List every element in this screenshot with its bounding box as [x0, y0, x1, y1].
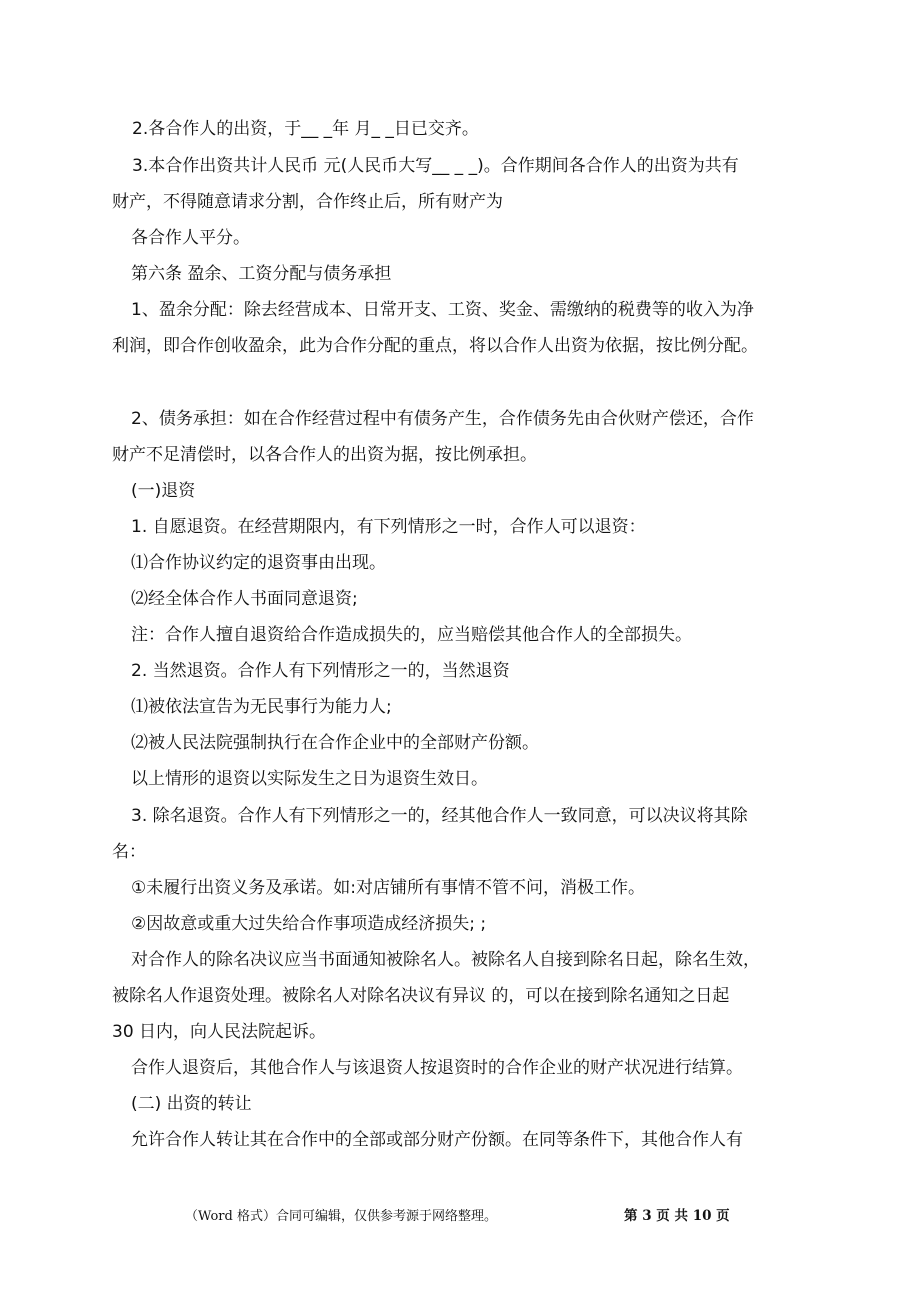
body-line: 2、债务承担：如在合作经营过程中有债务产生，合作债务先由合伙财产偿还，合作	[131, 409, 754, 429]
body-line: 30 日内，向人民法院起诉。	[112, 1022, 327, 1042]
body-line: 3. 除名退资。合作人有下列情形之一的，经其他合作人一致同意，可以决议将其除	[131, 806, 748, 826]
body-line: ⑵被人民法院强制执行在合作企业中的全部财产份额。	[131, 733, 539, 753]
body-line: 财产，不得随意请求分割，合作终止后，所有财产为	[112, 192, 503, 212]
body-line: 允许合作人转让其在合作中的全部或部分财产份额。在同等条件下，其他合作人有	[131, 1130, 743, 1150]
body-line: 2. 当然退资。合作人有下列情形之一的，当然退资	[131, 661, 510, 681]
body-line: 3.本合作出资共计人民币 元(人民币大写__ _ _)。合作期间各合作人的出资为共有	[132, 156, 739, 176]
body-line: 各合作人平分。	[131, 228, 250, 248]
subsection-heading: (一)退资	[131, 481, 196, 501]
body-line: 1、盈余分配：除去经营成本、日常开支、工资、奖金、需缴纳的税费等的收入为净	[131, 300, 754, 320]
body-line: 被除名人作退资处理。被除名人对除名决议有异议 的，可以在接到除名通知之日起	[112, 986, 730, 1006]
section-heading: 第六条 盈余、工资分配与债务承担	[131, 264, 392, 284]
body-line: 财产不足清偿时，以各合作人的出资为据，按比例承担。	[112, 445, 537, 465]
page-number: 第 3 页 共 10 页	[624, 1208, 730, 1224]
body-line: ②因故意或重大过失给合作事项造成经济损失; ;	[131, 914, 487, 934]
body-line: 对合作人的除名决议应当书面通知被除名人。被除名人自接到除名日起，除名生效，	[131, 950, 760, 970]
body-line: ⑴被依法宣告为无民事行为能力人;	[131, 697, 392, 717]
body-line: 以上情形的退资以实际发生之日为退资生效日。	[131, 769, 488, 789]
body-line: 2.各合作人的出资，于__ _年 月_ _日已交齐。	[132, 119, 479, 139]
body-line: 1. 自愿退资。在经营期限内，有下列情形之一时，合作人可以退资：	[131, 517, 646, 537]
subsection-heading: (二) 出资的转让	[131, 1094, 252, 1114]
body-line: 名：	[112, 842, 146, 862]
footer-note: （Word 格式）合同可编辑，仅供参考源于网络整理。	[185, 1209, 497, 1224]
body-line: ①未履行出资义务及承诺。如:对店铺所有事情不管不问，消极工作。	[131, 878, 645, 898]
body-line: ⑵经全体合作人书面同意退资;	[131, 589, 358, 609]
body-line: 注：合作人擅自退资给合作造成损失的，应当赔偿其他合作人的全部损失。	[131, 625, 692, 645]
body-line: ⑴合作协议约定的退资事由出现。	[131, 553, 386, 573]
body-line: 利润，即合作创收盈余，此为合作分配的重点，将以合作人出资为依据，按比例分配。	[112, 336, 758, 356]
body-line: 合作人退资后，其他合作人与该退资人按退资时的合作企业的财产状况进行结算。	[131, 1058, 743, 1078]
